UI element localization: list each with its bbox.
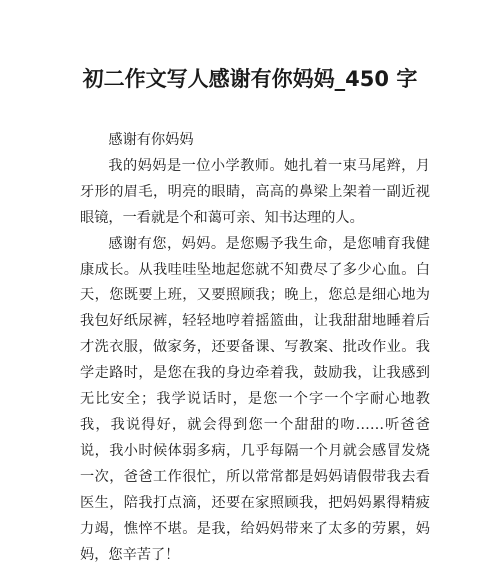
document-title: 初二作文写人感谢有你妈妈_450 字	[82, 67, 418, 91]
paragraph-1: 我的妈妈是一位小学教师。她扎着一束马尾辫，月牙形的眉毛，明亮的眼睛，高高的鼻梁上架着一副近视眼镜，一看就是个和蔼可亲、知书达理的人。	[80, 157, 430, 226]
document-body	[80, 128, 430, 568]
document-subtitle: 感谢有你妈妈	[108, 132, 194, 148]
paragraph-2: 感谢有您，妈妈。是您赐予我生命，是您哺育我健康成长。从我哇哇坠地起您就不知费尽了多少心血。白天，您既要上班，又要照顾我；晚上，您总是细心地为我包好纸尿裤，轻轻地哼着摇篮曲，让我甜甜地睡着后才洗衣服，做家务，还要备课、写教案、批改作业。我学走路时，是您在我的身边牵着我，鼓励我，让我感到无比安全；我学说话时，是您一个字一个字耐心地教我，我说得好，就会得到您一个甜甜的吻……听爸爸说，我小时候体弱多病，几乎每隔一个月就会感冒发烧一次，爸爸工作很忙，所以常常都是妈妈请假带我去看医生，陪我打点滴，还要在家照顾我，把妈妈累得精疲力竭，憔悴不堪。是我，给妈妈带来了太多的劳累，妈妈，您辛苦了！	[80, 235, 430, 563]
